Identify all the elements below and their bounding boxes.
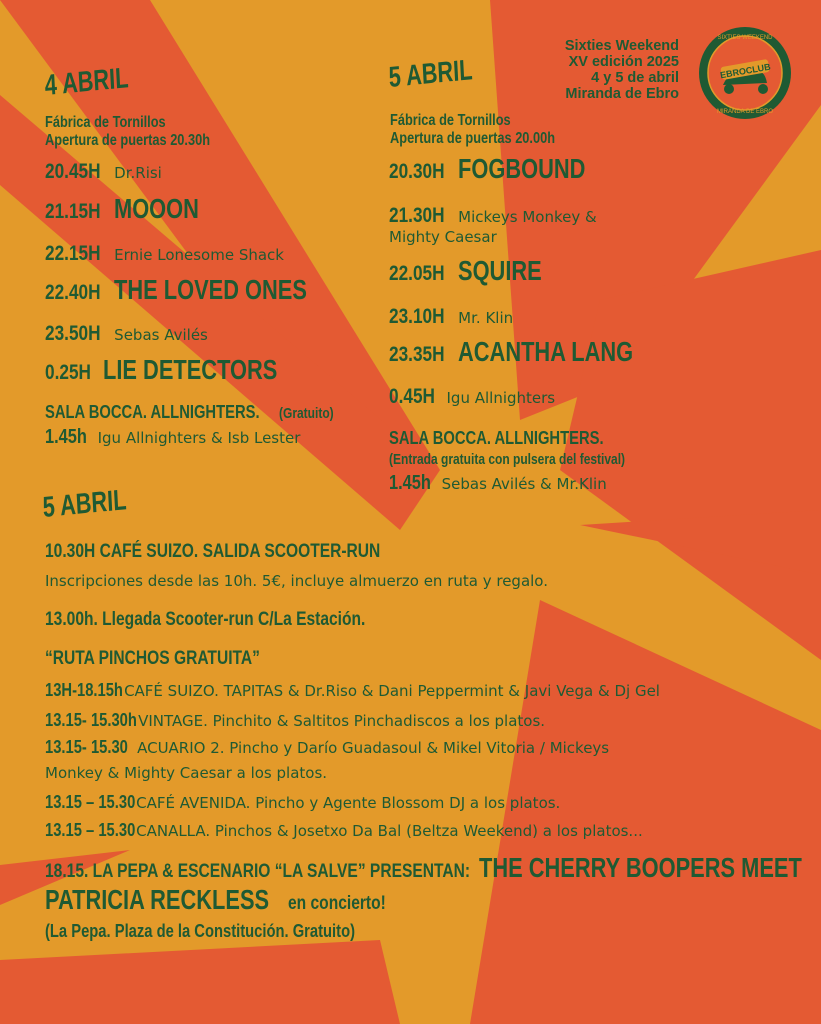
list-item: 23.10H Mr. Klin (389, 305, 514, 328)
list-item: 23.50H Sebas Avilés (45, 322, 208, 345)
scooter-run-title: 10.30H CAFÉ SUIZO. SALIDA SCOOTER-RUN (45, 541, 381, 562)
list-item: 13.15- 15.30hVINTAGE. Pinchito & Saltitos Pinchadiscos a los platos. (45, 710, 546, 730)
event-dates: 4 y 5 de abril (591, 70, 679, 86)
event-name: Sixties Weekend (564, 38, 679, 54)
list-item-continued: Mighty Caesar (389, 228, 497, 246)
list-item: 0.25H LIE DETECTORS (45, 354, 277, 385)
day2-title: 5 ABRIL (388, 54, 474, 94)
list-item: 20.30H FOGBOUND (389, 153, 586, 184)
day2-venue: Fábrica de Tornillos (390, 112, 511, 129)
event-edition: XV edición 2025 (568, 54, 679, 70)
day1-title: 4 ABRIL (44, 62, 130, 102)
finale-line2: PATRICIA RECKLESS en concierto! (45, 884, 387, 915)
day2-doors: Apertura de puertas 20.00h (390, 130, 556, 147)
finale-note: (La Pepa. Plaza de la Constitución. Gratuito) (45, 921, 356, 941)
list-item: 1.45h Igu Allnighters & Isb Lester (45, 426, 301, 448)
scooter-run-arrival: 13.00h. Llegada Scooter-run C/La Estación. (45, 609, 366, 630)
day3-title: 5 ABRIL (42, 484, 128, 524)
day1-venue: Fábrica de Tornillos (45, 114, 166, 131)
list-item: 13.15- 15.30 ACUARIO 2. Pincho y Darío Guadasoul & Mikel Vitoria / Mickeys (45, 737, 610, 757)
logo-ring-top: SIXTIES WEEKEND (717, 35, 773, 41)
list-item: 22.40H THE LOVED ONES (45, 274, 308, 305)
list-item: 13.15 – 15.30CAFÉ AVENIDA. Pincho y Agente Blossom DJ a los platos. (45, 792, 561, 812)
list-item: 1.45h Sebas Avilés & Mr.Klin (389, 472, 607, 494)
list-item: 22.15H Ernie Lonesome Shack (45, 242, 284, 265)
event-city: Miranda de Ebro (565, 86, 679, 102)
finale-line1: 18.15. LA PEPA & ESCENARIO “LA SALVE” PRESENTAN: THE CHERRY BOOPERS MEET (45, 852, 803, 883)
list-item: 20.45H Dr.Risi (45, 160, 162, 183)
logo-ring-bottom: MIRANDA DE EBRO (716, 109, 774, 115)
list-item: 13H-18.15hCAFÉ SUIZO. TAPITAS & Dr.Riso & Dani Peppermint & Javi Vega & Dj Gel (45, 680, 660, 700)
list-item: 21.15H MOOON (45, 193, 200, 224)
list-item: 22.05H SQUIRE (389, 255, 542, 286)
list-item: 13.15 – 15.30CANALLA. Pinchos & Josetxo Da Bal (Beltza Weekend) a los platos... (45, 820, 643, 840)
scooter-run-note: Inscripciones desde las 10h. 5€, incluye almuerzo en ruta y regalo. (45, 572, 548, 590)
list-item: 23.35H ACANTHA LANG (389, 336, 634, 367)
logo-text: EBROCLUB (719, 61, 772, 81)
list-item: 21.30H Mickeys Monkey & (389, 204, 597, 227)
day1-allnighters: SALA BOCCA. ALLNIGHTERS. (Gratuito) (45, 402, 334, 422)
list-item-continued: Monkey & Mighty Caesar a los platos. (45, 764, 328, 782)
list-item: 0.45H Igu Allnighters (389, 385, 556, 408)
day2-allnighters-note: (Entrada gratuita con pulsera del festival) (389, 451, 626, 468)
day1-doors: Apertura de puertas 20.30h (45, 132, 211, 149)
day2-allnighters: SALA BOCCA. ALLNIGHTERS. (389, 428, 604, 448)
ruta-pinchos-title: “RUTA PINCHOS GRATUITA” (45, 648, 260, 669)
